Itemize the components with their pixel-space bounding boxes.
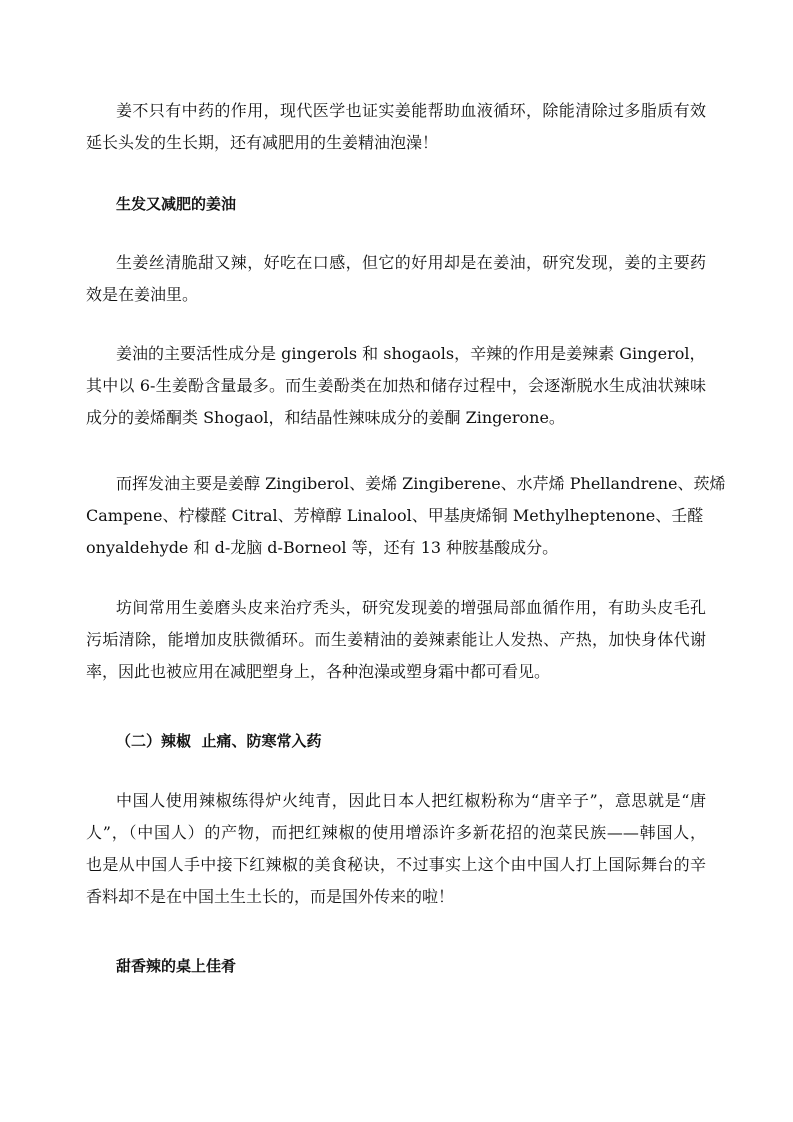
paragraph-line: 坊间常用生姜磨头皮来治疗秃头，研究发现姜的增强局部血循作用，有助头皮毛孔 [116,598,706,617]
paragraph-line: 姜油的主要活性成分是 gingerols 和 shogaols，辛辣的作用是姜辣素 Gingerol， [116,344,706,363]
paragraph-line: 中国人使用辣椒练得炉火纯青，因此日本人把红椒粉称为“唐辛子”，意思就是“唐 [116,791,706,810]
paragraph-line: 效是在姜油里。 [86,285,199,304]
paragraph-line: 污垢清除，能增加皮肤微循环。而生姜精油的姜辣素能让人发热、产热，加快身体代谢 [86,630,706,649]
paragraph-line: 其中以 6-生姜酚含量最多。而生姜酚类在加热和储存过程中，会逐渐脱水生成油状辣味 [86,376,706,395]
paragraph-line: 人”，（中国人）的产物，而把红辣椒的使用增添许多新花招的泡菜民族——韩国人， [86,823,706,842]
section-heading: 甜香辣的桌上佳肴 [116,957,237,975]
paragraph-line: 姜不只有中药的作用，现代医学也证实姜能帮助血液循环，除能清除过多脂质有效 [116,101,706,120]
paragraph-line: 也是从中国人手中接下红辣椒的美食秘诀，不过事实上这个由中国人打上国际舞台的辛 [86,855,706,874]
paragraph-line: 延长头发的生长期，还有减肥用的生姜精油泡澡！ [86,133,439,152]
paragraph-line: Campene、柠檬醛 Citral、芳樟醇 Linalool、甲基庚烯铜 Methylheptenone、壬醛 [86,506,704,525]
paragraph-line: 香料却不是在中国土生土长的，而是国外传来的啦！ [86,887,455,906]
section-heading: 生发又减肥的姜油 [116,195,237,213]
paragraph-line: 而挥发油主要是姜醇 Zingiberol、姜烯 Zingiberene、水芹烯 Phellandrene、莰烯 [116,474,726,493]
paragraph-line: 成分的姜烯酮类 Shogaol，和结晶性辣味成分的姜酮 Zingerone。 [86,408,565,427]
section-heading: （二）辣椒 止痛、防寒常入药 [116,732,322,750]
paragraph-line: 率，因此也被应用在减肥塑身上，各种泡澡或塑身霜中都可看见。 [86,662,551,681]
paragraph-line: 生姜丝清脆甜又辣，好吃在口感，但它的好用却是在姜油，研究发现，姜的主要药 [116,253,706,272]
paragraph-line: onyaldehyde 和 d-龙脑 d-Borneol 等，还有 13 种胺基酸成分。 [86,538,559,557]
